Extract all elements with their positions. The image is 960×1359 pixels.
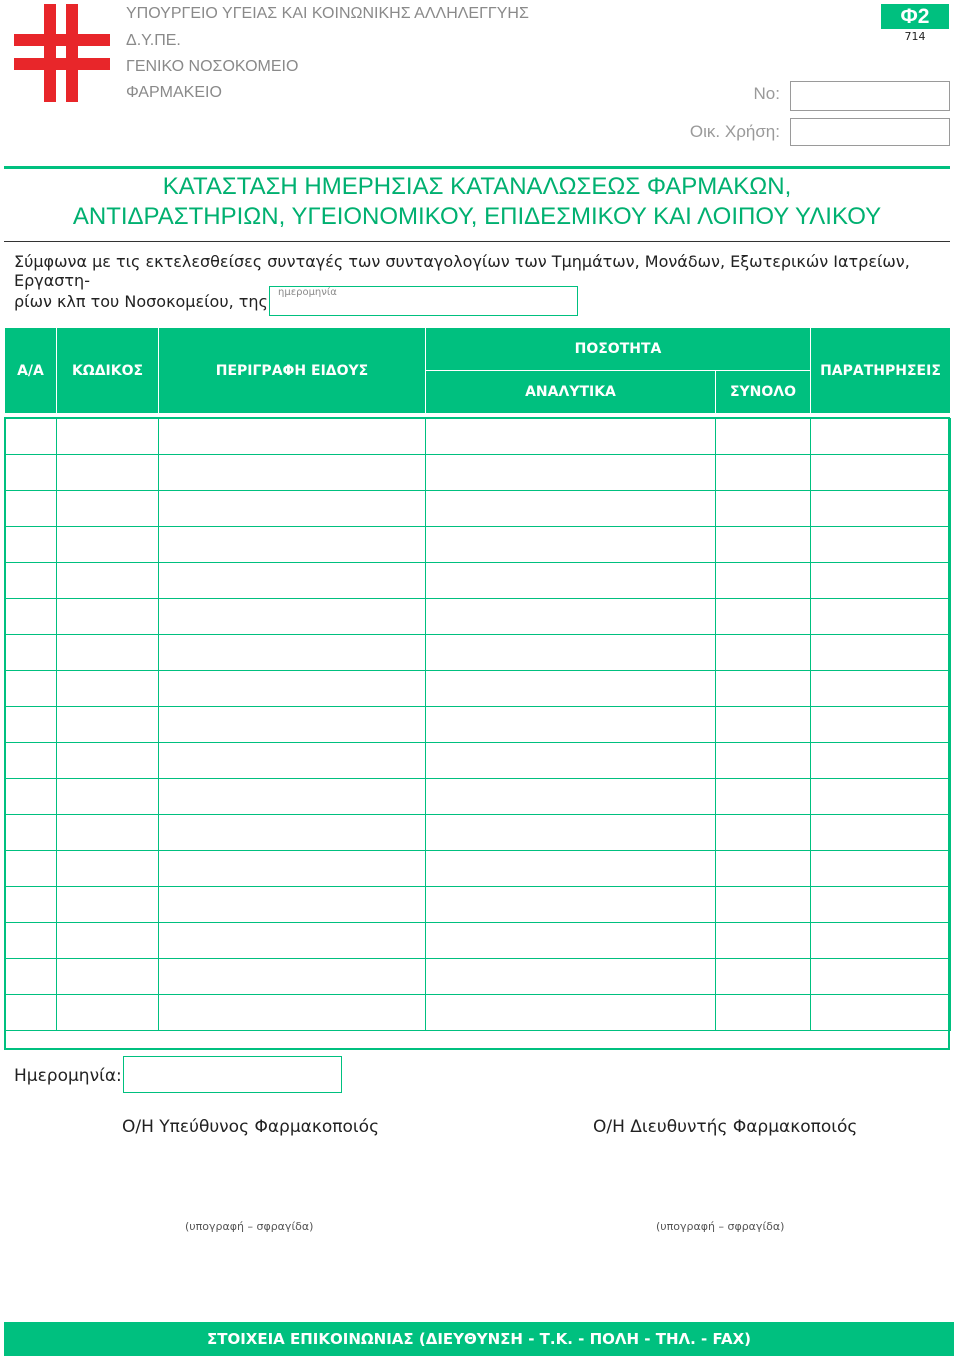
cell-code[interactable] [57, 563, 159, 599]
col-header-code: ΚΩΔΙΚΟΣ [57, 328, 159, 414]
cell-code[interactable] [57, 707, 159, 743]
cell-total[interactable] [716, 635, 811, 671]
no-label: Νο: [753, 84, 780, 103]
cell-detail[interactable] [426, 851, 716, 887]
cell-code[interactable] [57, 635, 159, 671]
cell-detail[interactable] [426, 527, 716, 563]
cell-total[interactable] [716, 599, 811, 635]
hospital-cross-logo-icon [14, 4, 110, 102]
page-title-line1: ΚΑΤΑΣΤΑΣΗ ΗΜΕΡΗΣΙΑΣ ΚΑΤΑΝΑΛΩΣΕΩΣ ΦΑΡΜΑΚΩΝ, [162, 173, 792, 200]
cell-detail[interactable] [426, 959, 716, 995]
cell-description[interactable] [159, 923, 426, 959]
table-row [5, 923, 951, 959]
col-header-description: ΠΕΡΙΓΡΑΦΗ ΕΙΔΟΥΣ [159, 328, 426, 414]
cell-remarks[interactable] [811, 527, 951, 563]
table-row [5, 635, 951, 671]
cell-description[interactable] [159, 851, 426, 887]
cell-description[interactable] [159, 563, 426, 599]
department-name: ΦΑΡΜΑΚΕΙΟ [126, 84, 222, 101]
cell-remarks[interactable] [811, 707, 951, 743]
fiscal-year-label: Οικ. Χρήση: [689, 122, 780, 141]
region-name: Δ.Υ.ΠΕ. [126, 32, 181, 49]
table-row [5, 707, 951, 743]
table-row [5, 455, 951, 491]
cell-detail[interactable] [426, 779, 716, 815]
cell-total[interactable] [716, 959, 811, 995]
no-field[interactable] [790, 81, 950, 111]
col-header-detail: ΑΝΑΛΥΤΙΚΑ [426, 371, 716, 414]
cell-remarks[interactable] [811, 455, 951, 491]
cell-detail[interactable] [426, 995, 716, 1031]
cell-code[interactable] [57, 671, 159, 707]
cell-code[interactable] [57, 995, 159, 1031]
cell-aa[interactable] [5, 527, 57, 563]
cell-detail[interactable] [426, 491, 716, 527]
cell-code[interactable] [57, 851, 159, 887]
cell-description[interactable] [159, 491, 426, 527]
cell-code[interactable] [57, 779, 159, 815]
cell-total[interactable] [716, 779, 811, 815]
cell-aa[interactable] [5, 455, 57, 491]
cell-remarks[interactable] [811, 779, 951, 815]
table-row [5, 959, 951, 995]
cell-remarks[interactable] [811, 743, 951, 779]
cell-detail[interactable] [426, 635, 716, 671]
cell-description[interactable] [159, 707, 426, 743]
table-row [5, 599, 951, 635]
cell-code[interactable] [57, 455, 159, 491]
title-divider [4, 241, 950, 242]
cell-remarks[interactable] [811, 815, 951, 851]
cell-code[interactable] [57, 959, 159, 995]
date-field[interactable] [123, 1056, 342, 1093]
pharmacist-signature-hint: (υπογραφή – σφραγίδα) [185, 1220, 314, 1233]
cell-aa[interactable] [5, 707, 57, 743]
intro-text-line2: ρίων κλπ του Νοσοκομείου, της [14, 292, 268, 311]
cell-detail[interactable] [426, 419, 716, 455]
table-row [5, 887, 951, 923]
cell-detail[interactable] [426, 743, 716, 779]
cell-description[interactable] [159, 779, 426, 815]
form-code-badge: Φ2 [881, 4, 949, 29]
cell-aa[interactable] [5, 635, 57, 671]
cell-aa[interactable] [5, 923, 57, 959]
col-header-aa: Α/Α [5, 328, 57, 414]
cell-description[interactable] [159, 599, 426, 635]
cell-total[interactable] [716, 491, 811, 527]
cell-detail[interactable] [426, 707, 716, 743]
director-signature-hint: (υπογραφή – σφραγίδα) [656, 1220, 785, 1233]
cell-description[interactable] [159, 815, 426, 851]
cell-total[interactable] [716, 995, 811, 1031]
cell-remarks[interactable] [811, 635, 951, 671]
table-row [5, 743, 951, 779]
cell-aa[interactable] [5, 779, 57, 815]
cell-description[interactable] [159, 959, 426, 995]
cell-detail[interactable] [426, 923, 716, 959]
cell-code[interactable] [57, 743, 159, 779]
cell-detail[interactable] [426, 455, 716, 491]
page-title-line2: ΑΝΤΙΔΡΑΣΤΗΡΙΩΝ, ΥΓΕΙΟΝΟΜΙΚΟΥ, ΕΠΙΔΕΣΜΙΚΟΥ ΚΑΙ ΛΟΙΠΟΥ ΥΛΙΚΟΥ [72, 203, 882, 230]
cell-code[interactable] [57, 923, 159, 959]
cell-detail[interactable] [426, 563, 716, 599]
intro-text-line1: Σύμφωνα με τις εκτελεσθείσες συνταγές των συνταγολογίων των Τμημάτων, Μονάδων, Εξωτερικών Ιατρείων, Εργαστη- [14, 252, 910, 290]
table-row [5, 995, 951, 1031]
cell-description[interactable] [159, 419, 426, 455]
table-row [5, 491, 951, 527]
cell-description[interactable] [159, 635, 426, 671]
cell-total[interactable] [716, 743, 811, 779]
cell-code[interactable] [57, 599, 159, 635]
cell-remarks[interactable] [811, 959, 951, 995]
cell-total[interactable] [716, 419, 811, 455]
cell-remarks[interactable] [811, 851, 951, 887]
contact-info-bar: ΣΤΟΙΧΕΙΑ ΕΠΙΚΟΙΝΩΝΙΑΣ (ΔΙΕΥΘΥΝΣΗ - Τ.Κ. - ΠΟΛΗ - ΤΗΛ. - FAX) [4, 1322, 954, 1356]
cell-remarks[interactable] [811, 923, 951, 959]
cell-remarks[interactable] [811, 995, 951, 1031]
cell-total[interactable] [716, 671, 811, 707]
hospital-name: ΓΕΝΙΚΟ ΝΟΣΟΚΟΜΕΙΟ [126, 58, 299, 75]
cell-aa[interactable] [5, 671, 57, 707]
cell-description[interactable] [159, 995, 426, 1031]
director-label: Ο/Η Διευθυντής Φαρμακοποιός [593, 1117, 858, 1137]
cell-aa[interactable] [5, 815, 57, 851]
cell-description[interactable] [159, 455, 426, 491]
pharmacist-label: Ο/Η Υπεύθυνος Φαρμακοποιός [122, 1117, 380, 1137]
cell-code[interactable] [57, 887, 159, 923]
cell-aa[interactable] [5, 491, 57, 527]
form-number: 714 [904, 30, 926, 43]
cell-total[interactable] [716, 707, 811, 743]
cell-aa[interactable] [5, 743, 57, 779]
cell-remarks[interactable] [811, 563, 951, 599]
table-row [5, 527, 951, 563]
table-row [5, 563, 951, 599]
cell-code[interactable] [57, 815, 159, 851]
cell-detail[interactable] [426, 671, 716, 707]
table-row [5, 851, 951, 887]
cell-total[interactable] [716, 815, 811, 851]
cell-description[interactable] [159, 887, 426, 923]
table-row [5, 419, 951, 455]
cell-description[interactable] [159, 743, 426, 779]
table-row [5, 815, 951, 851]
report-date-placeholder: ημερομηνία [278, 287, 337, 298]
cell-remarks[interactable] [811, 671, 951, 707]
cell-total[interactable] [716, 923, 811, 959]
cell-detail[interactable] [426, 887, 716, 923]
table-row [5, 671, 951, 707]
cell-aa[interactable] [5, 419, 57, 455]
fiscal-year-field[interactable] [790, 118, 950, 146]
cell-code[interactable] [57, 419, 159, 455]
header-divider [4, 166, 950, 169]
cell-detail[interactable] [426, 815, 716, 851]
cell-description[interactable] [159, 527, 426, 563]
cell-total[interactable] [716, 455, 811, 491]
cell-remarks[interactable] [811, 491, 951, 527]
cell-aa[interactable] [5, 851, 57, 887]
col-header-total: ΣΥΝΟΛΟ [716, 371, 811, 414]
cell-remarks[interactable] [811, 419, 951, 455]
cell-remarks[interactable] [811, 887, 951, 923]
col-header-quantity: ΠΟΣΟΤΗΤΑ [426, 328, 811, 371]
cell-total[interactable] [716, 851, 811, 887]
consumption-table [4, 327, 951, 1031]
cell-code[interactable] [57, 527, 159, 563]
cell-total[interactable] [716, 563, 811, 599]
cell-remarks[interactable] [811, 599, 951, 635]
cell-detail[interactable] [426, 599, 716, 635]
date-label: Ημερομηνία: [14, 1066, 122, 1086]
cell-code[interactable] [57, 491, 159, 527]
cell-total[interactable] [716, 527, 811, 563]
cell-total[interactable] [716, 887, 811, 923]
col-header-remarks: ΠΑΡΑΤΗΡΗΣΕΙΣ [811, 328, 951, 414]
ministry-name: ΥΠΟΥΡΓΕΙΟ ΥΓΕΙΑΣ ΚΑΙ ΚΟΙΝΩΝΙΚΗΣ ΑΛΛΗΛΕΓΓΥΗΣ [126, 5, 529, 22]
cell-aa[interactable] [5, 887, 57, 923]
cell-description[interactable] [159, 671, 426, 707]
cell-aa[interactable] [5, 959, 57, 995]
cell-aa[interactable] [5, 563, 57, 599]
cell-aa[interactable] [5, 995, 57, 1031]
cell-aa[interactable] [5, 599, 57, 635]
table-row [5, 779, 951, 815]
